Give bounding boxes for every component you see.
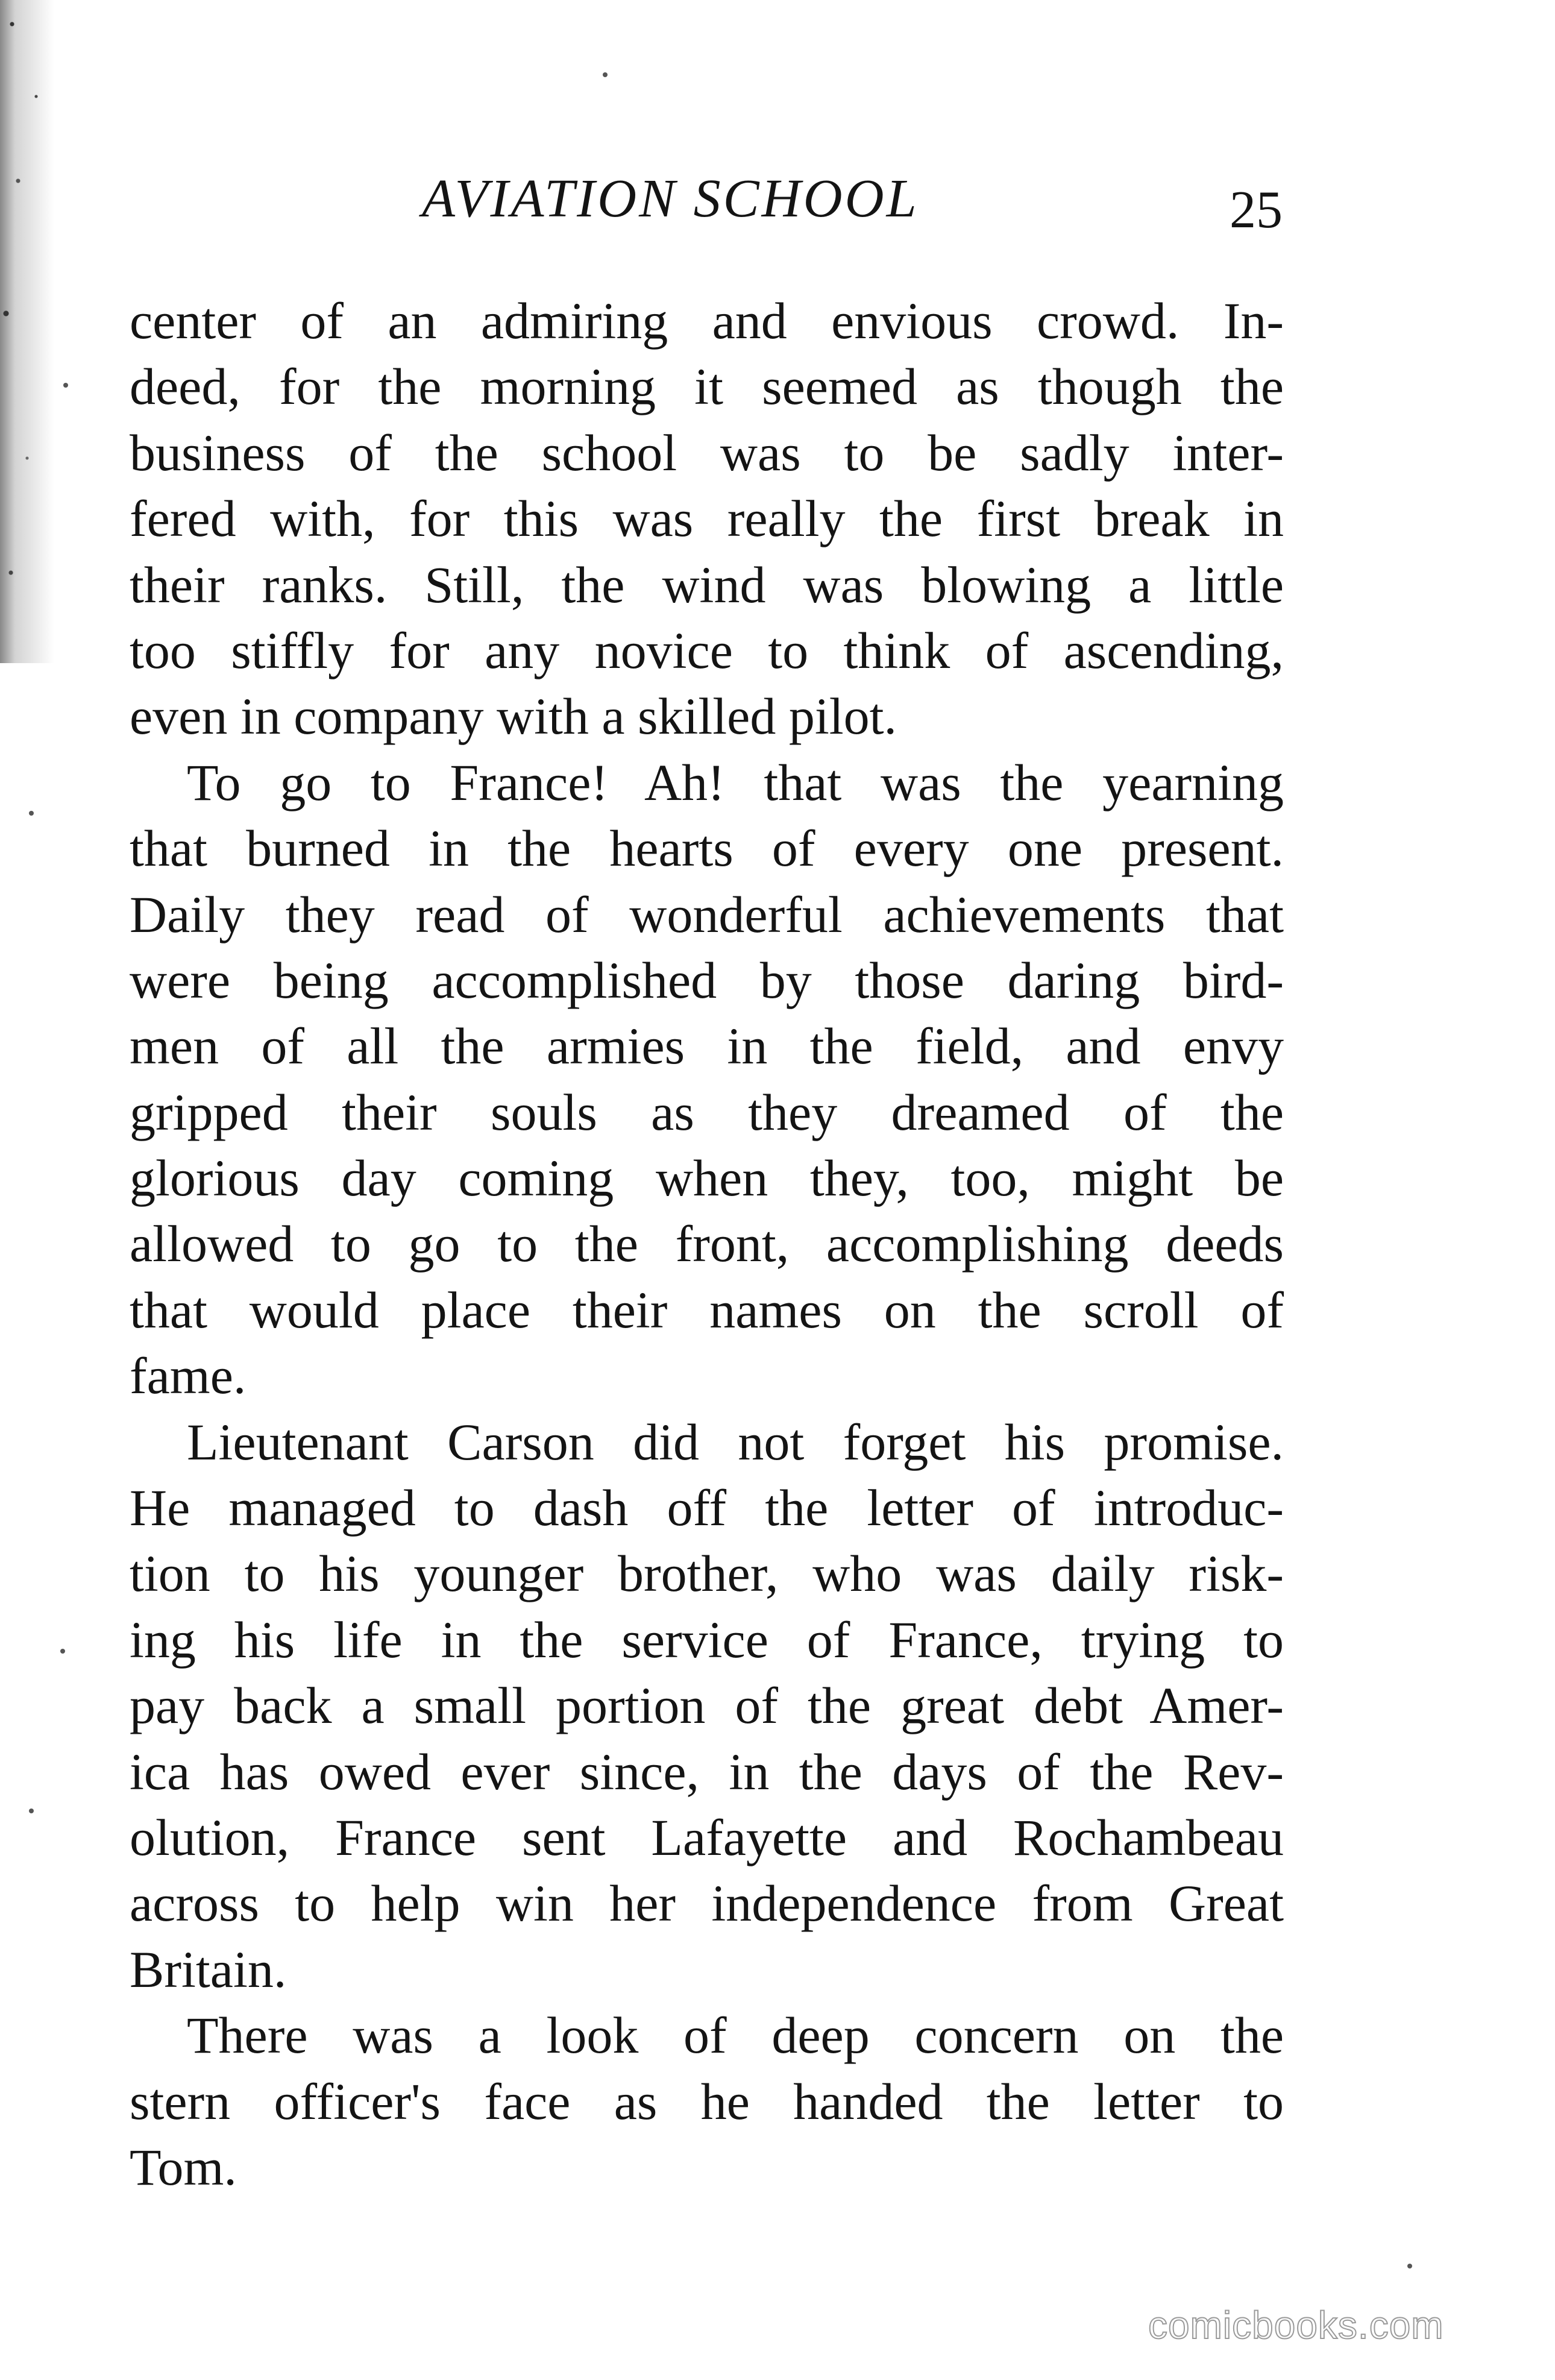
text-line: gripped their souls as they dreamed of the bbox=[130, 1083, 1284, 1141]
scan-speck bbox=[63, 383, 68, 388]
text-line: center of an admiring and envious crowd. In- bbox=[130, 292, 1284, 350]
text-line: deed, for the morning it seemed as though the bbox=[130, 357, 1284, 416]
paragraph bbox=[130, 2003, 1284, 2200]
text-line: their ranks. Still, the wind was blowing a little bbox=[130, 555, 1284, 614]
text-line: Lieutenant Carson did not forget his promise. bbox=[187, 1412, 1284, 1471]
scan-speck bbox=[60, 1649, 65, 1654]
scan-binding-edge bbox=[0, 0, 78, 663]
text-line: tion to his younger brother, who was daily risk- bbox=[130, 1544, 1284, 1603]
text-line: allowed to go to the front, accomplishing deeds bbox=[130, 1215, 1284, 1273]
text-line: olution, France sent Lafayette and Rochambeau bbox=[130, 1808, 1284, 1866]
text-line: stern officer's face as he handed the letter to bbox=[130, 2072, 1284, 2130]
text-line: that burned in the hearts of every one present. bbox=[130, 819, 1284, 878]
page-number: 25 bbox=[1230, 181, 1283, 239]
text-line: To go to France! Ah! that was the yearning bbox=[187, 753, 1284, 811]
scan-speck bbox=[29, 811, 34, 816]
text-line: ing his life in the service of France, trying to bbox=[130, 1610, 1284, 1669]
body-text bbox=[130, 288, 1284, 2200]
scan-speck bbox=[1407, 2264, 1412, 2268]
text-line: ica has owed ever since, in the days of the Rev- bbox=[130, 1742, 1284, 1801]
text-line: fered with, for this was really the first break in bbox=[130, 490, 1284, 548]
text-line: that would place their names on the scroll of bbox=[130, 1280, 1284, 1339]
text-line: were being accomplished by those daring bird- bbox=[130, 951, 1284, 1009]
text-line: pay back a small portion of the great debt Amer- bbox=[130, 1676, 1284, 1735]
running-title: AVIATION SCHOOL bbox=[422, 169, 919, 228]
text-line: too stiffly for any novice to think of ascending, bbox=[130, 621, 1284, 679]
text-line: Britain. bbox=[130, 1940, 287, 1998]
paragraph bbox=[130, 288, 1284, 750]
text-line: Tom. bbox=[130, 2138, 237, 2196]
paragraph bbox=[130, 1409, 1284, 2003]
scan-speck bbox=[603, 72, 608, 77]
text-line: business of the school was to be sadly inter- bbox=[130, 423, 1284, 482]
text-line: fame. bbox=[130, 1347, 247, 1405]
scan-speck bbox=[29, 1809, 34, 1813]
text-line: There was a look of deep concern on the bbox=[187, 2006, 1284, 2065]
watermark-logo: comicbooks.com bbox=[1148, 2303, 1444, 2347]
paragraph bbox=[130, 750, 1284, 1409]
text-line: He managed to dash off the letter of introduc- bbox=[130, 1479, 1284, 1537]
text-line: glorious day coming when they, too, might be bbox=[130, 1149, 1284, 1207]
text-line: Daily they read of wonderful achievements that bbox=[130, 885, 1284, 943]
text-line: men of all the armies in the field, and envy bbox=[130, 1017, 1284, 1075]
text-line: across to help win her independence from Great bbox=[130, 1874, 1284, 1933]
text-line: even in company with a skilled pilot. bbox=[130, 687, 897, 746]
